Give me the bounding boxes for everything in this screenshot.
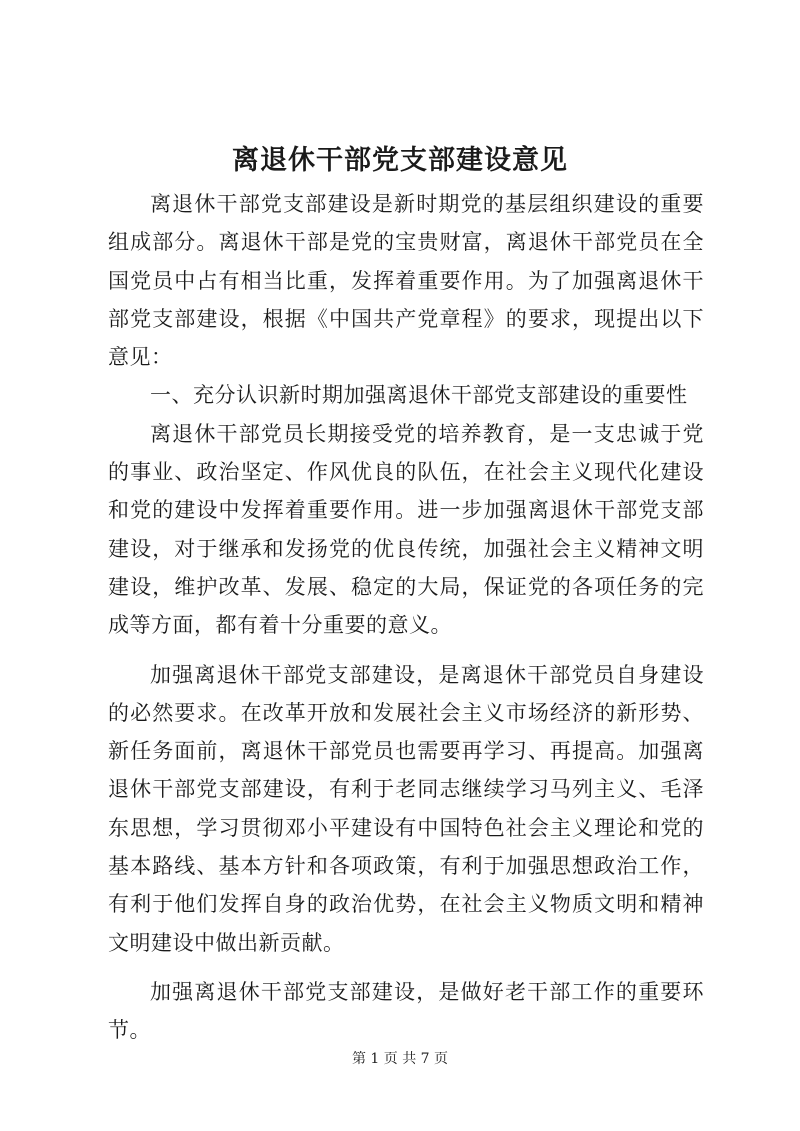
paragraph-importance: 离退休干部党员长期接受党的培养教育，是一支忠诚于党的事业、政治坚定、作风优良的队伍，在社会主义现代化建设和党的建设中发挥着重要作用。进一步加强离退休干部党支部建设，对于继承和发扬党的优良传统，加强社会主义精神文明建设，维护改革、发展、稳定的大局，保证党的各项任务的完成等方面，都有着十分重要的意义。 [108, 421, 704, 638]
document-body [108, 185, 704, 1050]
page-number-footer: 第 1 页 共 7 页 [351, 1051, 449, 1067]
paragraph-requirement: 加强离退休干部党支部建设，是离退休干部党员自身建设的必然要求。在改革开放和发展社会主义市场经济的新形势、新任务面前，离退休干部党员也需要再学习、再提高。加强离退休干部党支部建设，有利于老同志继续学习马列主义、毛泽东思想，学习贯彻邓小平建设有中国特色社会主义理论和党的基本路线、基本方针和各项政策，有利于加强思想政治工作，有利于他们发挥自身的政治优势，在社会主义物质文明和精神文明建设中做出新贡献。 [108, 662, 704, 955]
section-heading: 一、充分认识新时期加强离退休干部党支部建设的重要性 [150, 383, 688, 408]
paragraph-key-link: 加强离退休干部党支部建设，是做好老干部工作的重要环节。 [108, 979, 704, 1043]
document-title: 离退休干部党支部建设意见 [232, 145, 568, 176]
paragraph-intro: 离退休干部党支部建设是新时期党的基层组织建设的重要组成部分。离退休干部是党的宝贵财富，离退休干部党员在全国党员中占有相当比重，发挥着重要作用。为了加强离退休干部党支部建设，根据《中国共产党章程》的要求，现提出以下意见： [108, 192, 704, 370]
